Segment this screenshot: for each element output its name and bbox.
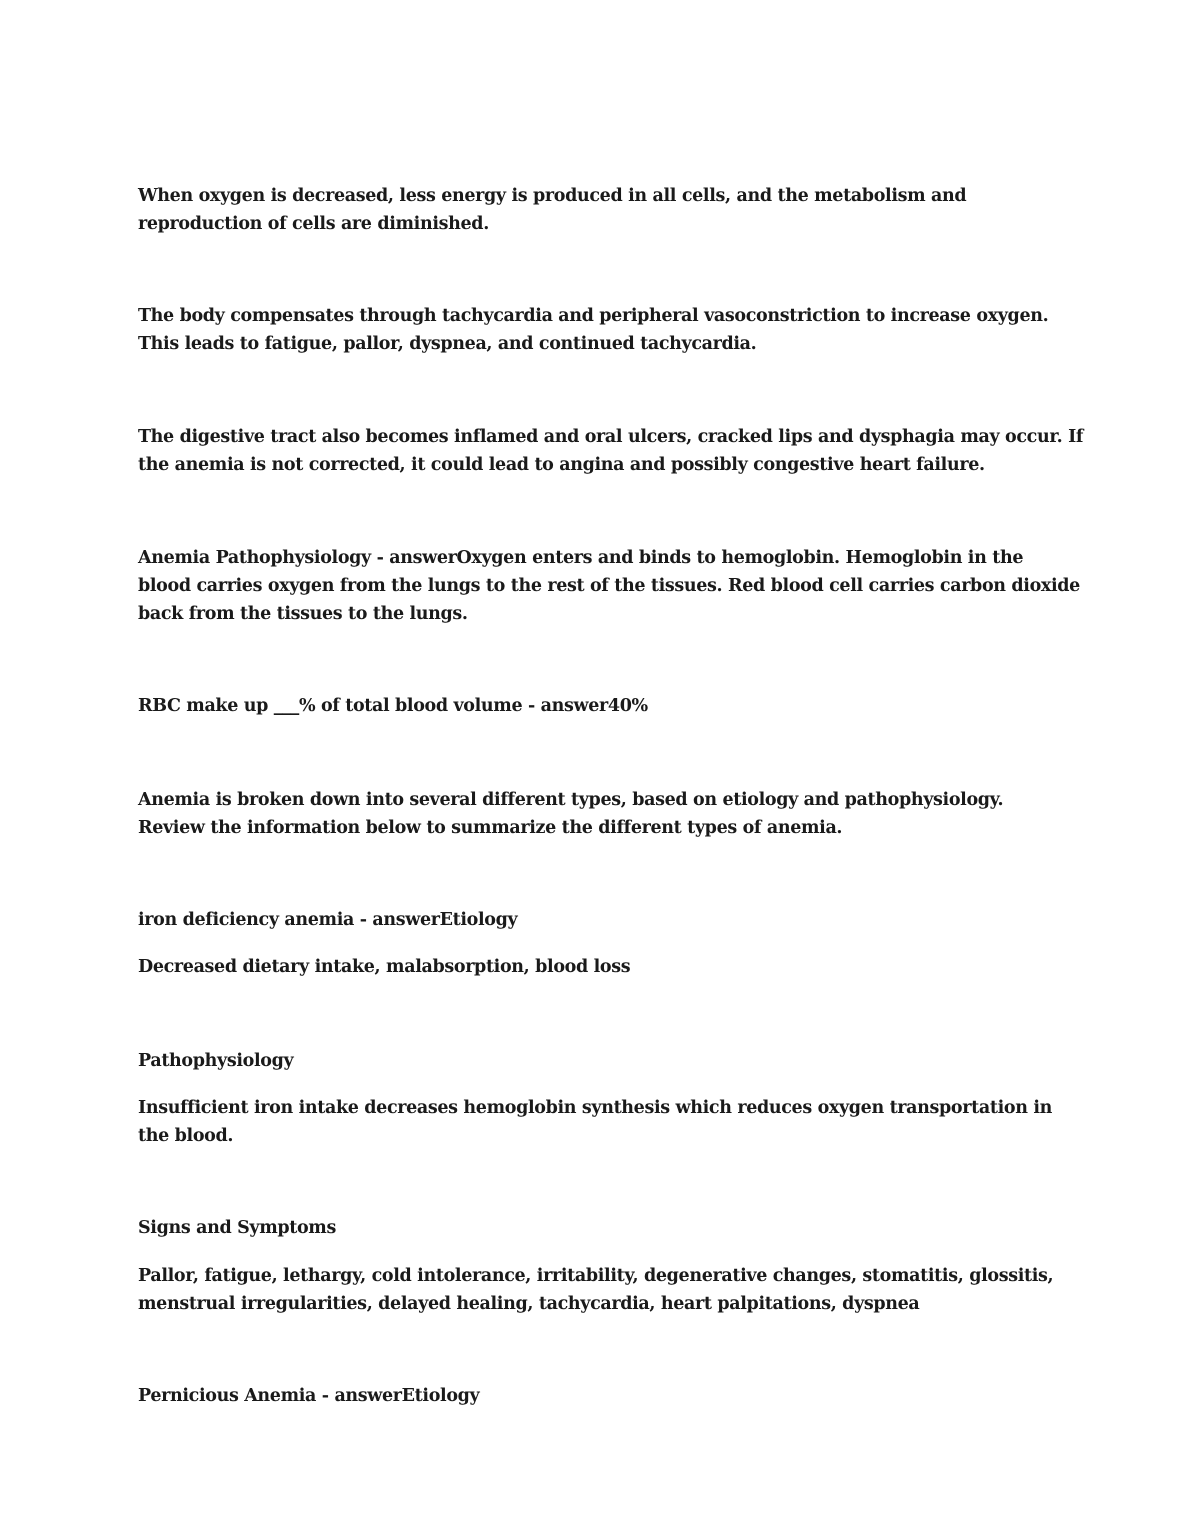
paragraph-iron-pathophysiology [138,1094,1058,1150]
text-line: RBC make up ___% of total blood volume - answer40% [138,696,648,716]
text-line: This leads to fatigue, pallor, dyspnea, and continued tachycardia. [138,334,757,354]
text-line: Pallor, fatigue, lethargy, cold intolerance, irritability, degenerative changes, stomatitis, glossitis, [138,1266,1054,1286]
text-line: Anemia is broken down into several different types, based on etiology and pathophysiology. [138,790,1004,810]
paragraph-signs-symptoms-heading [138,1214,1058,1242]
text-line: Review the information below to summarize the different types of anemia. [138,818,843,838]
paragraph-pathophysiology-heading [138,1047,1058,1075]
paragraph-pernicious-anemia [138,1382,1058,1410]
text-line: the blood. [138,1126,234,1146]
text-line: The digestive tract also becomes inflamed and oral ulcers, cracked lips and dysphagia may occur. If [138,427,1084,447]
text-line: iron deficiency anemia - answerEtiology [138,910,518,930]
text-line: blood carries oxygen from the lungs to the rest of the tissues. Red blood cell carries carbon dioxide [138,576,1080,596]
paragraph-rbc-volume [138,692,1058,720]
paragraph-iron-deficiency-heading [138,906,1058,934]
paragraph-oxygen-decreased [138,182,1058,238]
text-line: menstrual irregularities, delayed healing, tachycardia, heart palpitations, dyspnea [138,1294,920,1314]
text-line: Pernicious Anemia - answerEtiology [138,1386,480,1406]
paragraph-digestive-tract [138,423,1084,479]
text-line: Signs and Symptoms [138,1218,336,1238]
text-line: Insufficient iron intake decreases hemoglobin synthesis which reduces oxygen transportation in [138,1098,1052,1118]
paragraph-anemia-types [138,786,1058,842]
text-line: Anemia Pathophysiology - answerOxygen enters and binds to hemoglobin. Hemoglobin in the [138,548,1024,568]
paragraph-iron-etiology [138,953,1058,981]
text-line: the anemia is not corrected, it could lead to angina and possibly congestive heart failure. [138,455,985,475]
text-line: back from the tissues to the lungs. [138,604,468,624]
text-line: Pathophysiology [138,1051,294,1071]
paragraph-anemia-pathophysiology [138,544,1080,628]
text-line: reproduction of cells are diminished. [138,214,489,234]
paragraph-body-compensates [138,302,1058,358]
text-line: When oxygen is decreased, less energy is produced in all cells, and the metabolism and [138,186,967,206]
paragraph-signs-symptoms [138,1262,1058,1318]
text-line: The body compensates through tachycardia and peripheral vasoconstriction to increase oxygen. [138,306,1049,326]
text-line: Decreased dietary intake, malabsorption, blood loss [138,957,631,977]
